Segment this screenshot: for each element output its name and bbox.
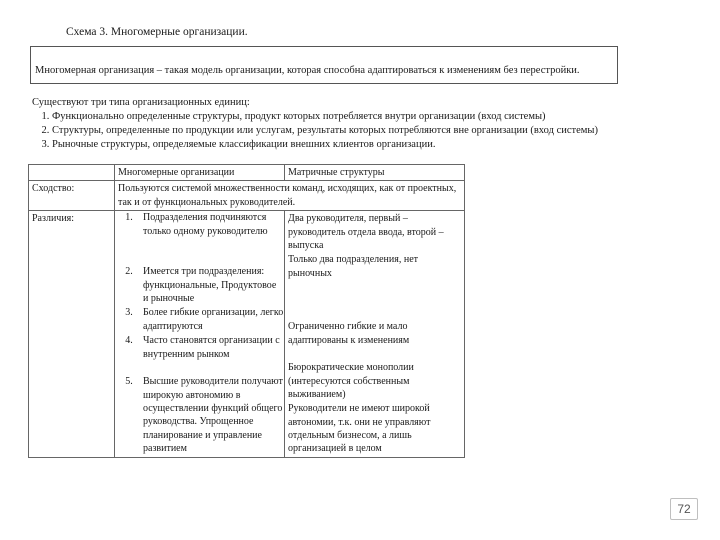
similarity-row [29, 181, 465, 211]
unit-types-intro: Существуют три типа организационных единиц: [32, 97, 250, 108]
difference-item [115, 306, 284, 334]
differences-multidimensional [115, 211, 285, 458]
item-text: Подразделения подчиняются только одному руководителю [143, 212, 268, 237]
unit-type-item: 1. Функционально определенные структуры, продукт которых потребляется внутри организации (вход системы) [52, 110, 598, 124]
item-number: 2. [125, 266, 133, 278]
matrix-item: Два руководителя, первый – руководитель отдела ввода, второй – выпуска [288, 213, 444, 252]
differences-row [29, 211, 465, 458]
similarity-text: Пользуются системой множественности команд, исходящих, как от проектных, так и от функциональных руководителей. [115, 181, 465, 211]
item-text: Высшие руководители получают широкую автономию в осуществлении функций общего руководства. Упрощенное планирование и управление развитием [143, 376, 283, 455]
table-header-row [29, 165, 465, 181]
scheme-title: Схема 3. Многомерные организации. [66, 26, 248, 38]
unit-type-item: 3. Рыночные структуры, определяемые классификации внешних клиентов организации. [52, 138, 598, 152]
similarity-label: Сходство: [29, 181, 115, 211]
item-text: Имеется три подразделения: функциональные, Продуктовое и рыночные [143, 266, 277, 305]
matrix-item: Руководители не имеют широкой автономии, т.к. они не управляют отдельным бизнесом, а лишь организацией в целом [288, 403, 431, 455]
item-number: 5. [125, 376, 133, 388]
unit-type-item: 2. Структуры, определенные по продукции или услугам, результаты которых потребляются вне организации (вход системы) [52, 124, 598, 138]
difference-item [115, 334, 284, 375]
item-number: 4. [125, 335, 133, 347]
definition-text: Многомерная организация – такая модель организации, которая способна адаптироваться к изменениям без перестройки. [35, 65, 580, 76]
header-cell-matrix: Матричные структуры [285, 165, 465, 181]
item-text: Более гибкие организации, легко адаптируются [143, 307, 284, 332]
header-cell-empty [29, 165, 115, 181]
matrix-item: Ограниченно гибкие и мало адаптированы к изменениям [288, 321, 410, 346]
page-number: 72 [670, 498, 698, 520]
differences-matrix [285, 211, 465, 458]
difference-item [115, 211, 284, 265]
difference-item [115, 375, 284, 455]
matrix-item: Только два подразделения, нет рыночных [288, 254, 419, 279]
item-number: 3. [125, 307, 133, 319]
comparison-table [28, 164, 465, 458]
matrix-item: Бюрократические монополии (интересуются собственным выживанием) [288, 362, 414, 401]
difference-item [115, 265, 284, 306]
unit-types-list [32, 110, 598, 152]
definition-box [30, 46, 618, 84]
item-text: Часто становятся организации с внутренним рынком [143, 335, 280, 360]
item-number: 1. [125, 212, 133, 224]
unit-types-block [32, 96, 598, 152]
header-cell-multidimensional: Многомерные организации [115, 165, 285, 181]
differences-label: Различия: [29, 211, 115, 458]
